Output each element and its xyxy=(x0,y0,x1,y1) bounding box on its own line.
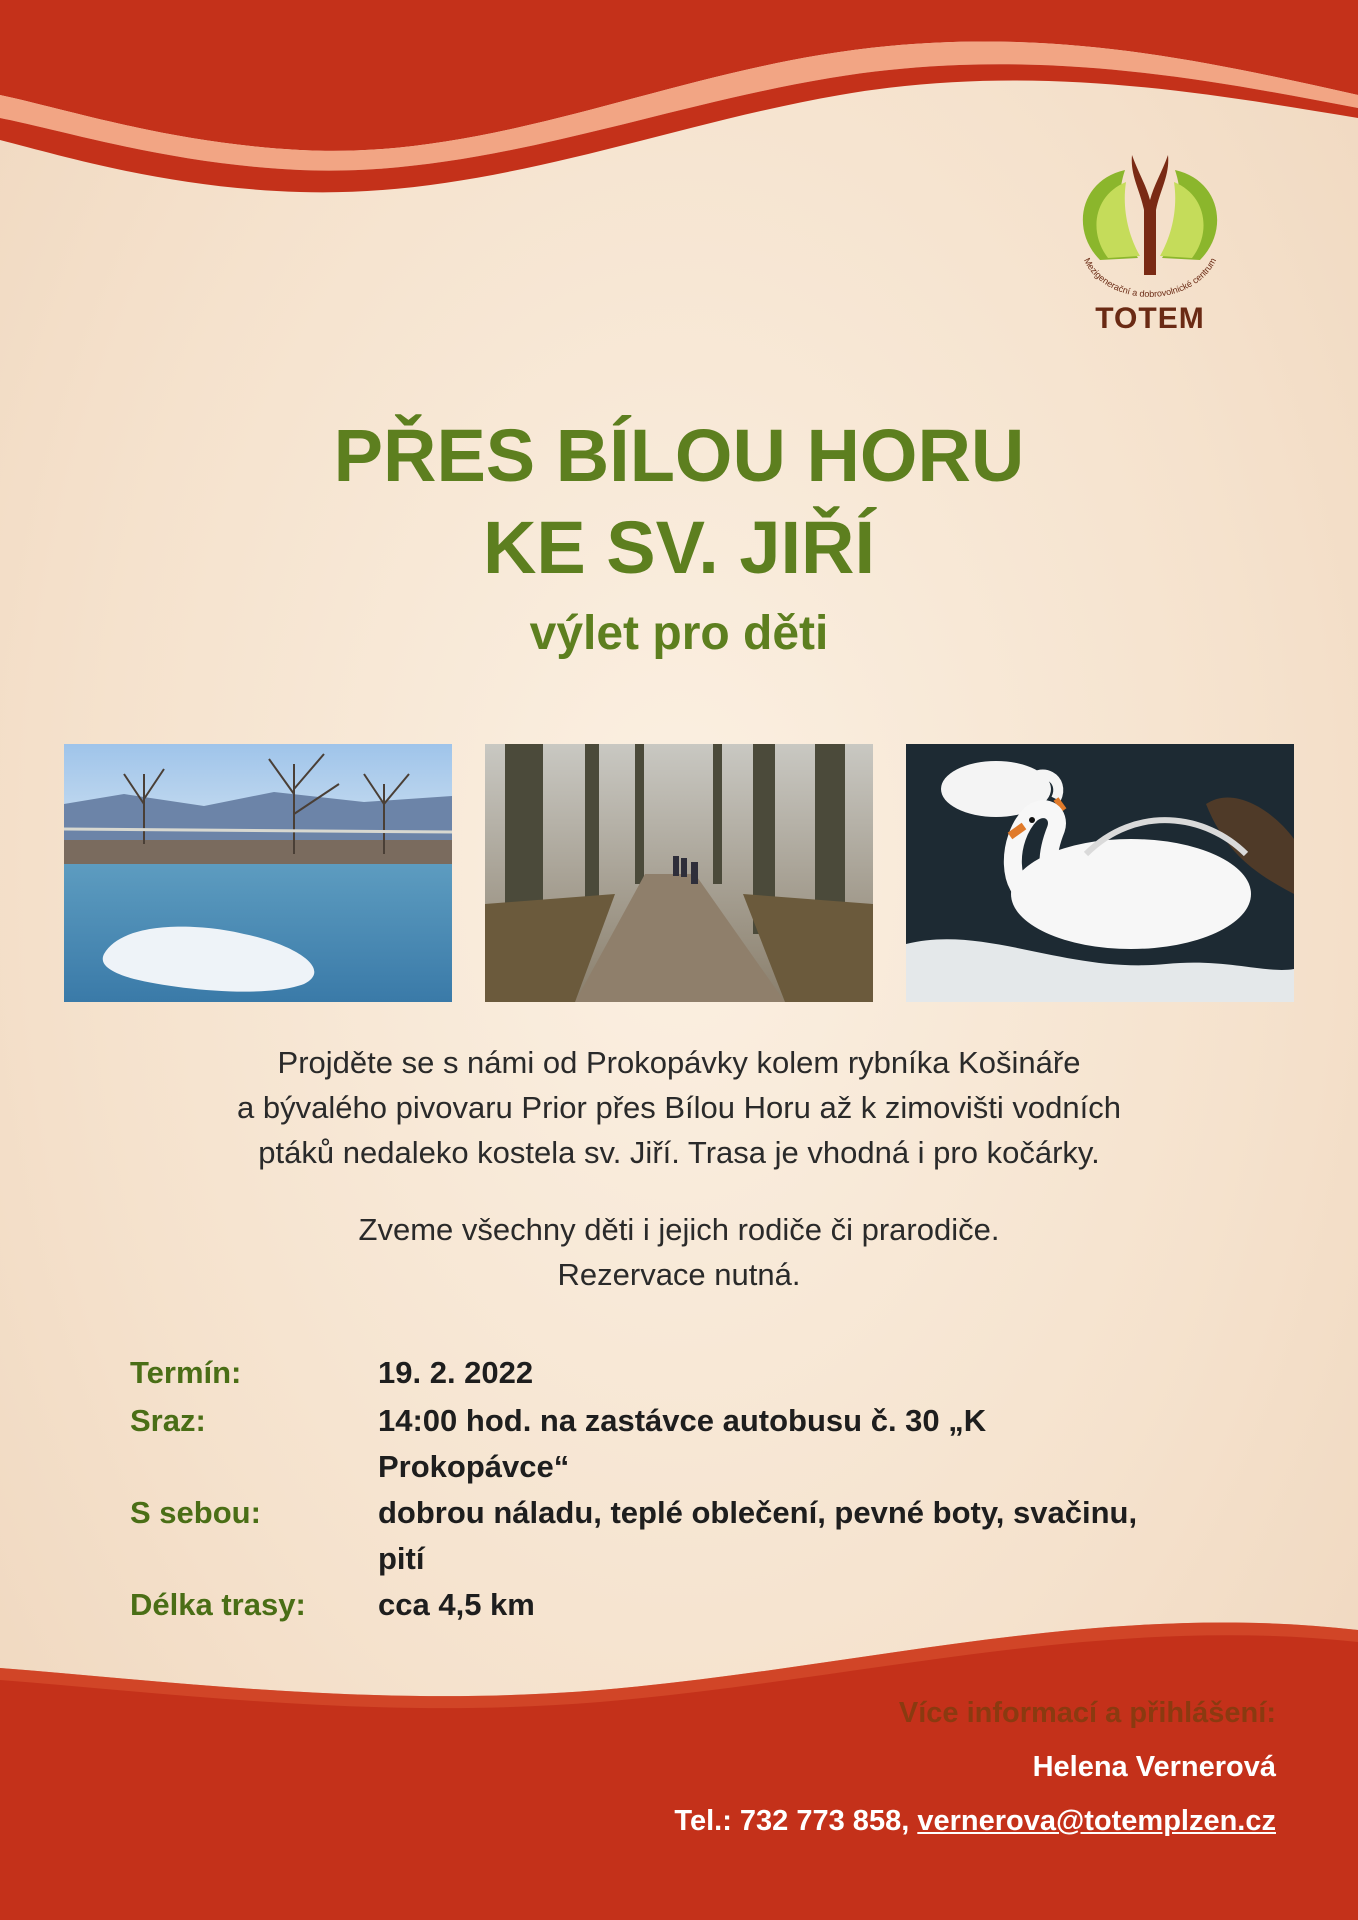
reservation-note: Rezervace nutná. xyxy=(557,1257,801,1292)
more-info-heading: Více informací a přihlášení: xyxy=(898,1697,1276,1729)
detail-value: 14:00 hod. na zastávce autobusu č. 30 „K Prokopávce“ xyxy=(378,1403,987,1484)
event-details xyxy=(130,1350,1230,1630)
detail-row-length xyxy=(130,1582,1230,1630)
detail-row-bring xyxy=(130,1490,1230,1582)
event-subtitle: výlet pro děti xyxy=(529,607,829,660)
title-block xyxy=(0,410,1358,666)
contact-line xyxy=(674,1800,1276,1842)
event-title-line1: PŘES BÍLOU HORU xyxy=(333,414,1025,497)
detail-label: Sraz: xyxy=(130,1403,206,1438)
forest-path-photo xyxy=(485,744,873,1002)
description-line: ptáků nedaleko kostela sv. Jiří. Trasa je vhodná i pro kočárky. xyxy=(258,1135,1100,1170)
frozen-pond-photo xyxy=(64,744,452,1002)
detail-value: 19. 2. 2022 xyxy=(378,1355,534,1390)
invitation-line: Zveme všechny děti i jejich rodiče či prarodiče. xyxy=(358,1212,1000,1247)
event-title-line2: KE SV. JIŘÍ xyxy=(482,506,876,589)
contact-phone: Tel.: 732 773 858, xyxy=(674,1805,910,1837)
detail-row-meeting xyxy=(130,1398,1230,1490)
contact-name: Helena Vernerová xyxy=(1032,1751,1276,1783)
detail-label: Termín: xyxy=(130,1355,242,1390)
detail-label: S sebou: xyxy=(130,1495,261,1530)
detail-row-date xyxy=(130,1350,1230,1398)
invitation-paragraph xyxy=(80,1207,1278,1297)
description-paragraph xyxy=(80,1040,1278,1175)
svg-text:Mezigenerační a dobrovolnické: Mezigenerační a dobrovolnické centrum xyxy=(1081,256,1219,299)
detail-label: Délka trasy: xyxy=(130,1587,306,1622)
logo-wordmark: TOTEM xyxy=(1095,302,1205,335)
description-line: Projděte se s námi od Prokopávky kolem rybníka Košináře xyxy=(277,1045,1081,1080)
contact-email-link[interactable]: vernerova@totemplzen.cz xyxy=(917,1805,1276,1837)
description-line: a bývalého pivovaru Prior přes Bílou Horu až k zimovišti vodních xyxy=(237,1090,1121,1125)
detail-value: cca 4,5 km xyxy=(378,1587,535,1622)
swans-photo xyxy=(906,744,1294,1002)
detail-value: dobrou náladu, teplé oblečení, pevné boty, svačinu, pití xyxy=(378,1495,1138,1576)
